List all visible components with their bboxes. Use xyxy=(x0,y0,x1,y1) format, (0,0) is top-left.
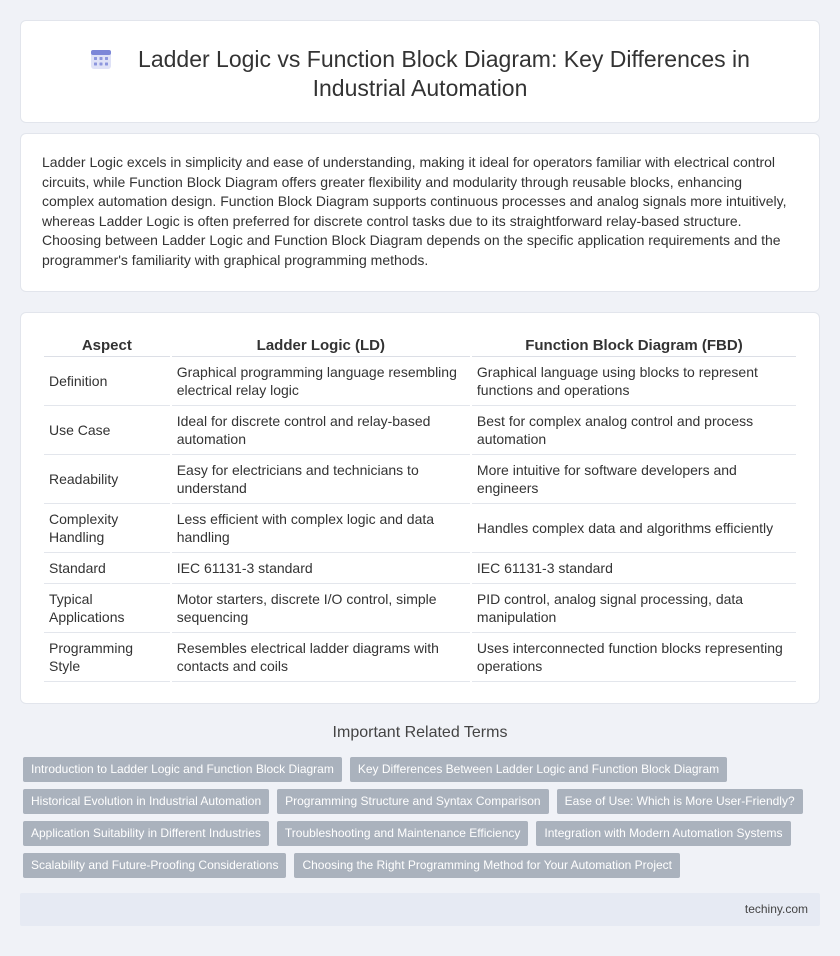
footer xyxy=(20,893,820,926)
table-header-row xyxy=(44,335,796,357)
row-fbd-value: Handles complex data and algorithms efficiently xyxy=(472,504,796,553)
related-term-tag[interactable]: Historical Evolution in Industrial Automation xyxy=(23,789,269,814)
row-aspect: Use Case xyxy=(44,406,170,455)
table-row xyxy=(44,455,796,504)
related-term-tag[interactable]: Application Suitability in Different Industries xyxy=(23,821,269,846)
row-ld-value: Graphical programming language resembling electrical relay logic xyxy=(172,357,470,406)
row-fbd-value: PID control, analog signal processing, data manipulation xyxy=(472,584,796,633)
row-aspect: Readability xyxy=(44,455,170,504)
summary-paragraph: Ladder Logic excels in simplicity and ease of understanding, making it ideal for operators familiar with electrical control circuits, while Function Block Diagram offers greater flexibility and modularity through reusable blocks, enhancing complex automation design. Function Block Diagram supports continuous processes and analog signals more intuitively, whereas Ladder Logic is often preferred for discrete control tasks due to its straightforward relay-based structure. Choosing between Ladder Logic and Function Block Diagram depends on the specific application requirements and the programmer's familiarity with graphical programming methods. xyxy=(42,154,787,268)
related-term-tag[interactable]: Key Differences Between Ladder Logic and Function Block Diagram xyxy=(350,757,727,782)
row-fbd-value: Best for complex analog control and process automation xyxy=(472,406,796,455)
related-term-tag[interactable]: Scalability and Future-Proofing Considerations xyxy=(23,853,286,878)
row-fbd-value: IEC 61131-3 standard xyxy=(472,553,796,584)
row-ld-value: Motor starters, discrete I/O control, simple sequencing xyxy=(172,584,470,633)
related-term-tag[interactable]: Choosing the Right Programming Method for Your Automation Project xyxy=(294,853,680,878)
related-term-tag[interactable]: Troubleshooting and Maintenance Efficiency xyxy=(277,821,528,846)
comparison-table xyxy=(42,335,798,682)
title-card xyxy=(20,20,820,123)
comparison-table-card xyxy=(20,312,820,704)
table-row xyxy=(44,553,796,584)
row-aspect: Programming Style xyxy=(44,633,170,682)
row-fbd-value: More intuitive for software developers and engineers xyxy=(472,455,796,504)
row-aspect: Complexity Handling xyxy=(44,504,170,553)
summary-card xyxy=(20,133,820,292)
row-ld-value: Less efficient with complex logic and data handling xyxy=(172,504,470,553)
table-row xyxy=(44,504,796,553)
row-aspect: Standard xyxy=(44,553,170,584)
related-term-tag[interactable]: Programming Structure and Syntax Comparison xyxy=(277,789,548,814)
row-aspect: Definition xyxy=(44,357,170,406)
related-term-tag[interactable]: Integration with Modern Automation Systems xyxy=(536,821,790,846)
table-row xyxy=(44,357,796,406)
row-aspect: Typical Applications xyxy=(44,584,170,633)
page-title xyxy=(61,45,779,103)
header-ladder-logic: Ladder Logic (LD) xyxy=(172,335,470,357)
row-ld-value: Ideal for discrete control and relay-based automation xyxy=(172,406,470,455)
related-terms-title: Important Related Terms xyxy=(332,724,508,741)
footer-site-link[interactable]: techiny.com xyxy=(744,902,808,916)
header-aspect: Aspect xyxy=(44,335,170,357)
table-row xyxy=(44,633,796,682)
related-term-tag[interactable]: Ease of Use: Which is More User-Friendly? xyxy=(557,789,803,814)
row-fbd-value: Graphical language using blocks to represent functions and operations xyxy=(472,357,796,406)
row-ld-value: Easy for electricians and technicians to understand xyxy=(172,455,470,504)
header-fbd: Function Block Diagram (FBD) xyxy=(472,335,796,357)
calendar-grid-icon xyxy=(90,48,112,70)
row-fbd-value: Uses interconnected function blocks representing operations xyxy=(472,633,796,682)
related-terms-list xyxy=(23,757,803,885)
table-row xyxy=(44,584,796,633)
row-ld-value: Resembles electrical ladder diagrams with contacts and coils xyxy=(172,633,470,682)
table-row xyxy=(44,406,796,455)
row-ld-value: IEC 61131-3 standard xyxy=(172,553,470,584)
page-title-text: Ladder Logic vs Function Block Diagram: Key Differences in Industrial Automation xyxy=(138,46,750,101)
related-term-tag[interactable]: Introduction to Ladder Logic and Function Block Diagram xyxy=(23,757,342,782)
